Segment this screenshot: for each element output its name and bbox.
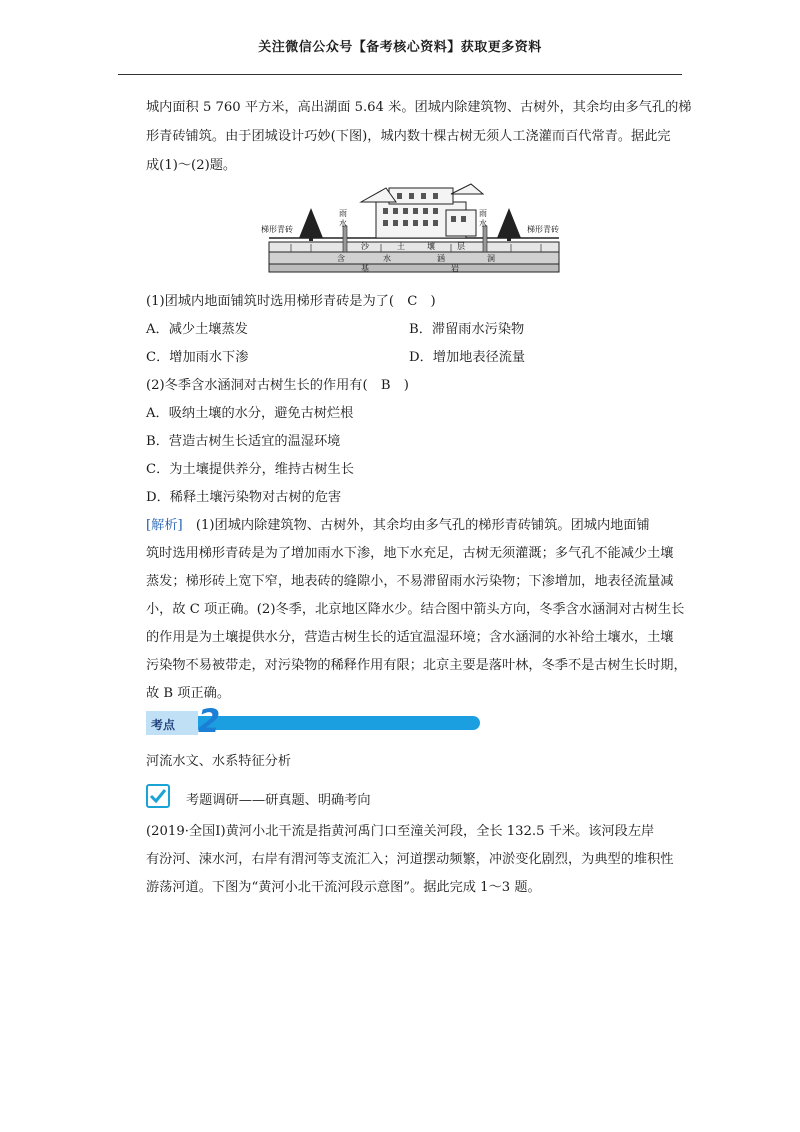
left-brick-label: 梯形青砖 — [261, 225, 293, 234]
q1-option-a: A．减少土壤蒸发 — [146, 322, 248, 337]
analysis-line-7: 故 B 项正确。 — [146, 686, 231, 701]
rain-left-1: 雨 — [339, 209, 347, 218]
han2-label: 涵 — [437, 254, 445, 263]
q2-option-d: D．稀释土壤污染物对古树的危害 — [146, 490, 342, 505]
section-title: 河流水文、水系特征分析 — [146, 754, 292, 769]
passage-line-1: (2019·全国Ⅰ)黄河小北干流是指黄河禹门口至潼关河段，全长 132.5 千米。该河段左岸 — [146, 824, 655, 839]
analysis-line-2: 筑时选用梯形青砖是为了增加雨水下渗，地下水充足，古树无须灌溉；多气孔不能减少土壤 — [146, 546, 674, 561]
section-number: 2 — [198, 702, 221, 740]
q1-stem: (1)团城内地面铺筑时选用梯形青砖是为了( C ) — [146, 294, 436, 309]
shui-label: 水 — [383, 254, 391, 263]
left-tree — [299, 208, 323, 241]
analysis-line-1-text: (1)团城内除建筑物、古树外，其余均由多气孔的梯形青砖铺筑。团城内地面铺 — [182, 518, 650, 533]
clay-label: 壤 — [427, 242, 435, 251]
q2-option-c: C．为土壤提供养分，维持古树生长 — [146, 462, 354, 477]
right-tree — [497, 208, 521, 241]
base1-label: 基 — [361, 264, 369, 273]
q2-stem: (2)冬季含水涵洞对古树生长的作用有( B ) — [146, 378, 409, 393]
rain-left-2: 水 — [339, 219, 347, 228]
cross-section-diagram — [261, 180, 573, 280]
soil-label: 土 — [397, 242, 405, 251]
rain-right-2: 水 — [479, 219, 487, 228]
passage-line-2: 有汾河、涑水河，右岸有渭河等支流汇入；河道摆动频繁，冲淤变化剧烈，为典型的堆积性 — [146, 852, 674, 867]
layer-label: 层 — [457, 242, 465, 251]
q1-option-d: D．增加地表径流量 — [409, 350, 526, 365]
page-header: 关注微信公众号【备考核心资料】获取更多资料 — [258, 40, 542, 55]
intro-line-2: 形青砖铺筑。由于团城设计巧妙(下图)，城内数十棵古树无须人工浇灌而百代常青。据此完 — [146, 129, 671, 144]
q1-option-c: C．增加雨水下渗 — [146, 350, 249, 365]
han-label: 含 — [337, 254, 345, 263]
analysis-line-6: 污染物不易被带走，对污染物的稀释作用有限；北京主要是落叶林，冬季不是古树生长时期， — [146, 658, 687, 673]
header-divider — [118, 74, 682, 75]
q2-option-a: A．吸纳土壤的水分，避免古树烂根 — [146, 406, 354, 421]
right-brick-label: 梯形青砖 — [527, 225, 559, 234]
sand-label: 沙 — [361, 242, 369, 251]
tuancheng-cross-section-figure — [261, 180, 573, 284]
analysis-line-4: 小，故 C 项正确。(2)冬季，北京地区降水少。结合图中箭头方向，冬季含水涵洞对古树生长 — [146, 602, 685, 617]
base2-label: 岩 — [451, 264, 459, 273]
check-icon — [146, 784, 170, 808]
bedrock-layer — [269, 264, 559, 272]
q2-option-b: B．营造古树生长适宜的温湿环境 — [146, 434, 341, 449]
sand-layer — [269, 242, 559, 252]
intro-line-1: 城内面积 5 760 平方米，高出湖面 5.64 米。团城内除建筑物、古树外，其余均由多气孔的梯 — [146, 100, 692, 115]
analysis-line-5: 的作用是为土壤提供水分，营造古树生长的适宜温湿环境；含水涵洞的水补给土壤水，土壤 — [146, 630, 674, 645]
dong-label: 洞 — [487, 254, 495, 263]
rain-right-1: 雨 — [479, 209, 487, 218]
aquifer-culvert-layer — [269, 252, 559, 264]
section-subtitle: 考题调研——研真题、明确考向 — [186, 793, 371, 808]
section-banner — [146, 702, 480, 740]
analysis-line-1 — [146, 514, 650, 533]
analysis-line-3: 蒸发；梯形砖上宽下窄，地表砖的缝隙小，不易滞留雨水污染物；下渗增加，地表径流量减 — [146, 574, 674, 589]
passage-line-3: 游荡河道。下图为“黄河小北干流河段示意图”。据此完成 1～3 题。 — [146, 880, 541, 895]
intro-line-3: 成(1)～(2)题。 — [146, 158, 237, 173]
section-label: 考点 — [151, 718, 176, 732]
checkmark-icon — [148, 786, 168, 806]
q1-option-b: B．滞留雨水污染物 — [409, 322, 525, 337]
analysis-tag: [解析] — [146, 518, 183, 533]
